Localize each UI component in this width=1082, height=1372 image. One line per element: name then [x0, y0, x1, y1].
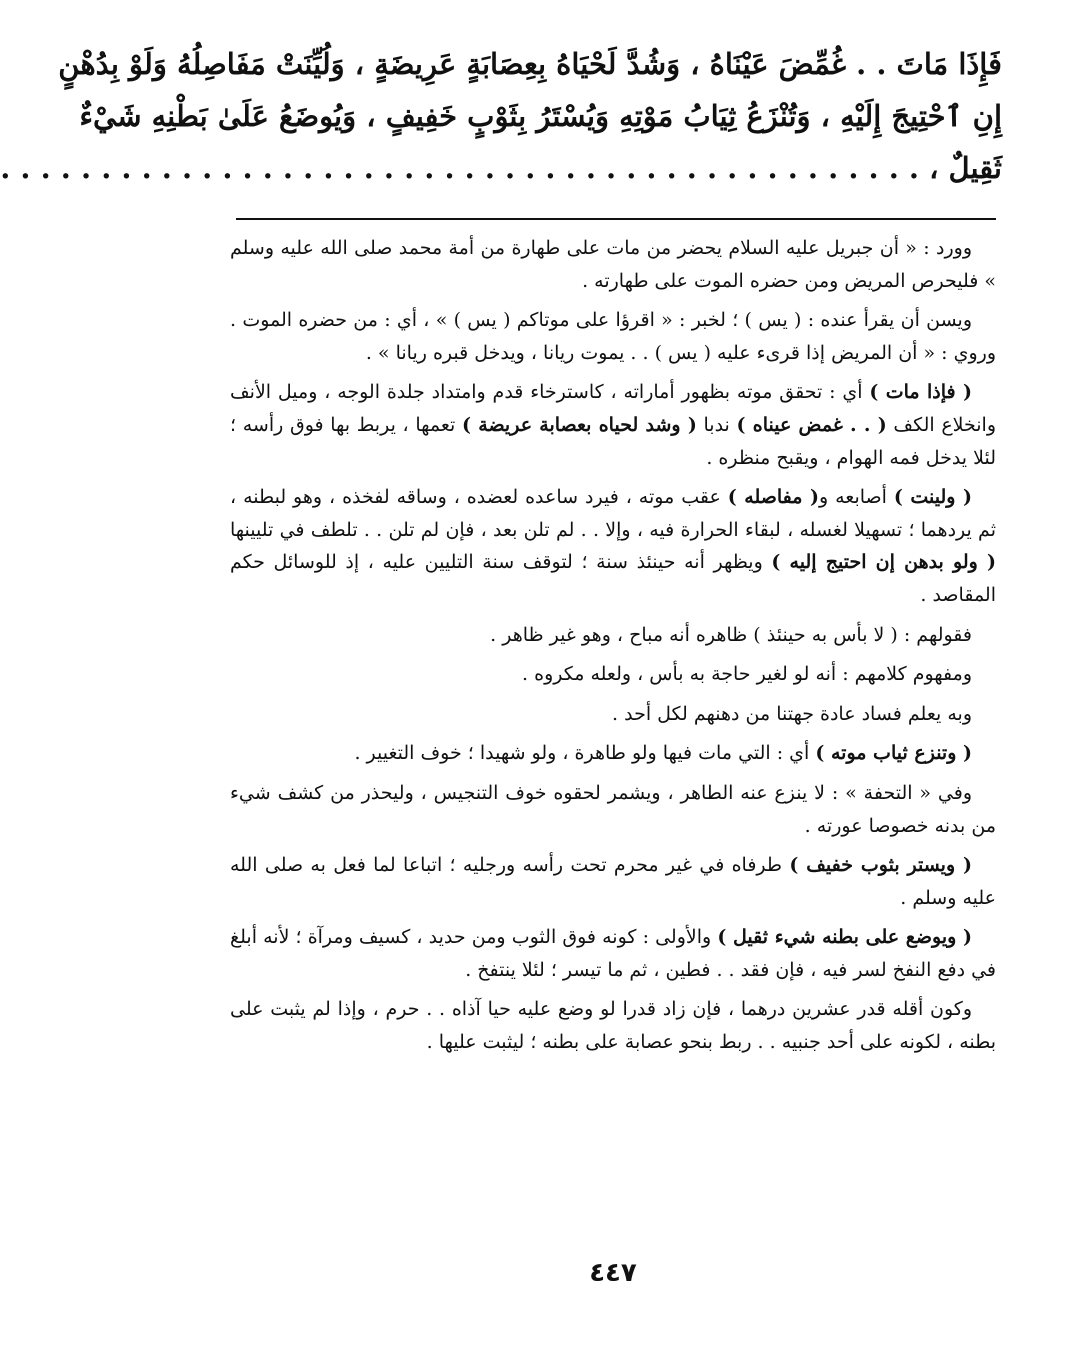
page-number: ٤٤٧	[589, 1258, 637, 1288]
commentary-text: طرفاه في غير محرم تحت رأسه ورجليه ؛ اتباعا لما فعل به صلى الله عليه وسلم .	[230, 854, 996, 909]
sharh-paragraph: وكون أقله قدر عشرين درهما ، فإن زاد قدرا لو وضع عليه حيا آذاه . . حرم ، وإذا لم يثبت على بطنه ، لكونه على أحد جنبيه . . ربط بنحو عصابة على بطنه ؛ ليثبت عليها .	[230, 998, 996, 1054]
sharh-paragraph: فقولهم : ( لا بأس به حينئذ ) ظاهره أنه مباح ، وهو غير ظاهر .	[490, 623, 972, 646]
sharh-paragraph	[230, 921, 996, 986]
sharh-paragraph	[230, 481, 996, 611]
sharh-paragraph: وبه يعلم فساد عادة جهتنا من دهنهم لكل أحد .	[612, 702, 972, 725]
sharh-paragraph: وفي « التحفة » : لا ينزع عنه الطاهر ، ويشمر لحقوه خوف التنجيس ، وليحذر من كشف شيء من بدنه خصوصا عورته .	[230, 781, 996, 837]
quoted-matn: ( ويوضع على بطنه شيء ثقيل )	[717, 926, 972, 949]
sharh-paragraph: وورد : « أن جبريل عليه السلام يحضر من مات على طهارة من أمة محمد صلى الله عليه وسلم » فليحرص المريض ومن حضره الموت على طهارته .	[230, 237, 996, 292]
quoted-matn: ( ولينت )	[893, 486, 972, 509]
commentary-text: تعمها ، يربط بها فوق رأسه ؛ لئلا يدخل فمه الهوام ، ويقبح منظره .	[230, 413, 996, 469]
commentary-text: أصابعه و	[818, 486, 894, 509]
quoted-matn: ( مفاصله )	[727, 486, 819, 509]
commentary-text: والأولى : كونه فوق الثوب ومن حديد ، كسيف ومرآة ؛ لأنه أبلغ في دفع النفخ لسر فيه ، فإن فقد . . فطين ، ثم ما تيسر ؛ لئلا ينتفخ .	[230, 926, 996, 981]
sharh-paragraph	[230, 849, 996, 914]
quoted-matn: ( وشد لحياه بعصابة عريضة )	[462, 413, 697, 436]
sharh-commentary	[230, 232, 996, 1066]
matn-line: ثَقِيلٌ ، . . . . . . . . . . . . . . . . . . . . . . . . . . . . . . . . . . . . . . . . . . . . . .	[0, 151, 1002, 185]
commentary-text: ويظهر أنه حينئذ سنة ؛ لتوقف سنة التليين عليه ، إذ للوسائل حكم المقاصد .	[230, 551, 996, 606]
commentary-text: أي : تحقق موته بظهور أماراته ، كاسترخاء قدم وامتداد جلدة الوجه ، وميل الأنف وانخلاع الكف	[230, 381, 996, 436]
commentary-text: ندبا	[696, 413, 737, 436]
quoted-matn: ( ويستر بثوب خفيف )	[789, 854, 972, 877]
sharh-paragraph	[230, 376, 996, 474]
matn-line: فَإِذَا مَاتَ . . غُمِّضَ عَيْنَاهُ ، وَشُدَّ لَحْيَاهُ بِعِصَابَةٍ عَرِيضَةٍ ، وَلُيِّنَتْ مَفَاصِلُهُ وَلَوْ بِدُهْنٍ	[58, 47, 1002, 81]
commentary-text: عقب موته ، فيرد ساعده لعضده ، وساقه لفخذه ، وهو لبطنه ، ثم يردهما ؛ تسهيلا لغسله ، لبقاء الحرارة فيه ، وإلا . . لم تلن بعد ، فإن لم تلن . . تلطف في تليينها	[230, 486, 996, 541]
quoted-matn: ( ولو بدهن إن احتيج إليه )	[771, 551, 996, 574]
matn-text	[0, 38, 1002, 194]
quoted-matn: ( . . غمض عيناه )	[736, 413, 887, 436]
matn-line: إِنِ ٱحْتِيجَ إِلَيْهِ ، وَتُنْزَعُ ثِيَابُ مَوْتِهِ وَيُسْتَرُ بِثَوْبٍ خَفِيفٍ ، وَيُوضَعُ عَلَىٰ بَطْنِهِ شَيْءٌ	[79, 99, 1002, 133]
quoted-matn: ( وتنزع ثياب موته )	[815, 742, 972, 765]
commentary-text: أي : التي مات فيها ولو طاهرة ، ولو شهيدا ؛ خوف التغيير .	[354, 742, 816, 765]
matn-sharh-divider	[236, 218, 996, 220]
quoted-matn: ( فإذا مات )	[869, 381, 972, 404]
sharh-paragraph	[230, 737, 996, 770]
sharh-paragraph: ومفهوم كلامهم : أنه لو لغير حاجة به بأس ، ولعله مكروه .	[522, 663, 972, 686]
sharh-paragraph: ويسن أن يقرأ عنده : ( يس ) ؛ لخبر : « اقرؤا على موتاكم ( يس ) » ، أي : من حضره الموت . وروي : « أن المريض إذا قرىء عليه ( يس ) . . يموت ريانا ، ويدخل قبره ريانا » .	[230, 309, 996, 364]
